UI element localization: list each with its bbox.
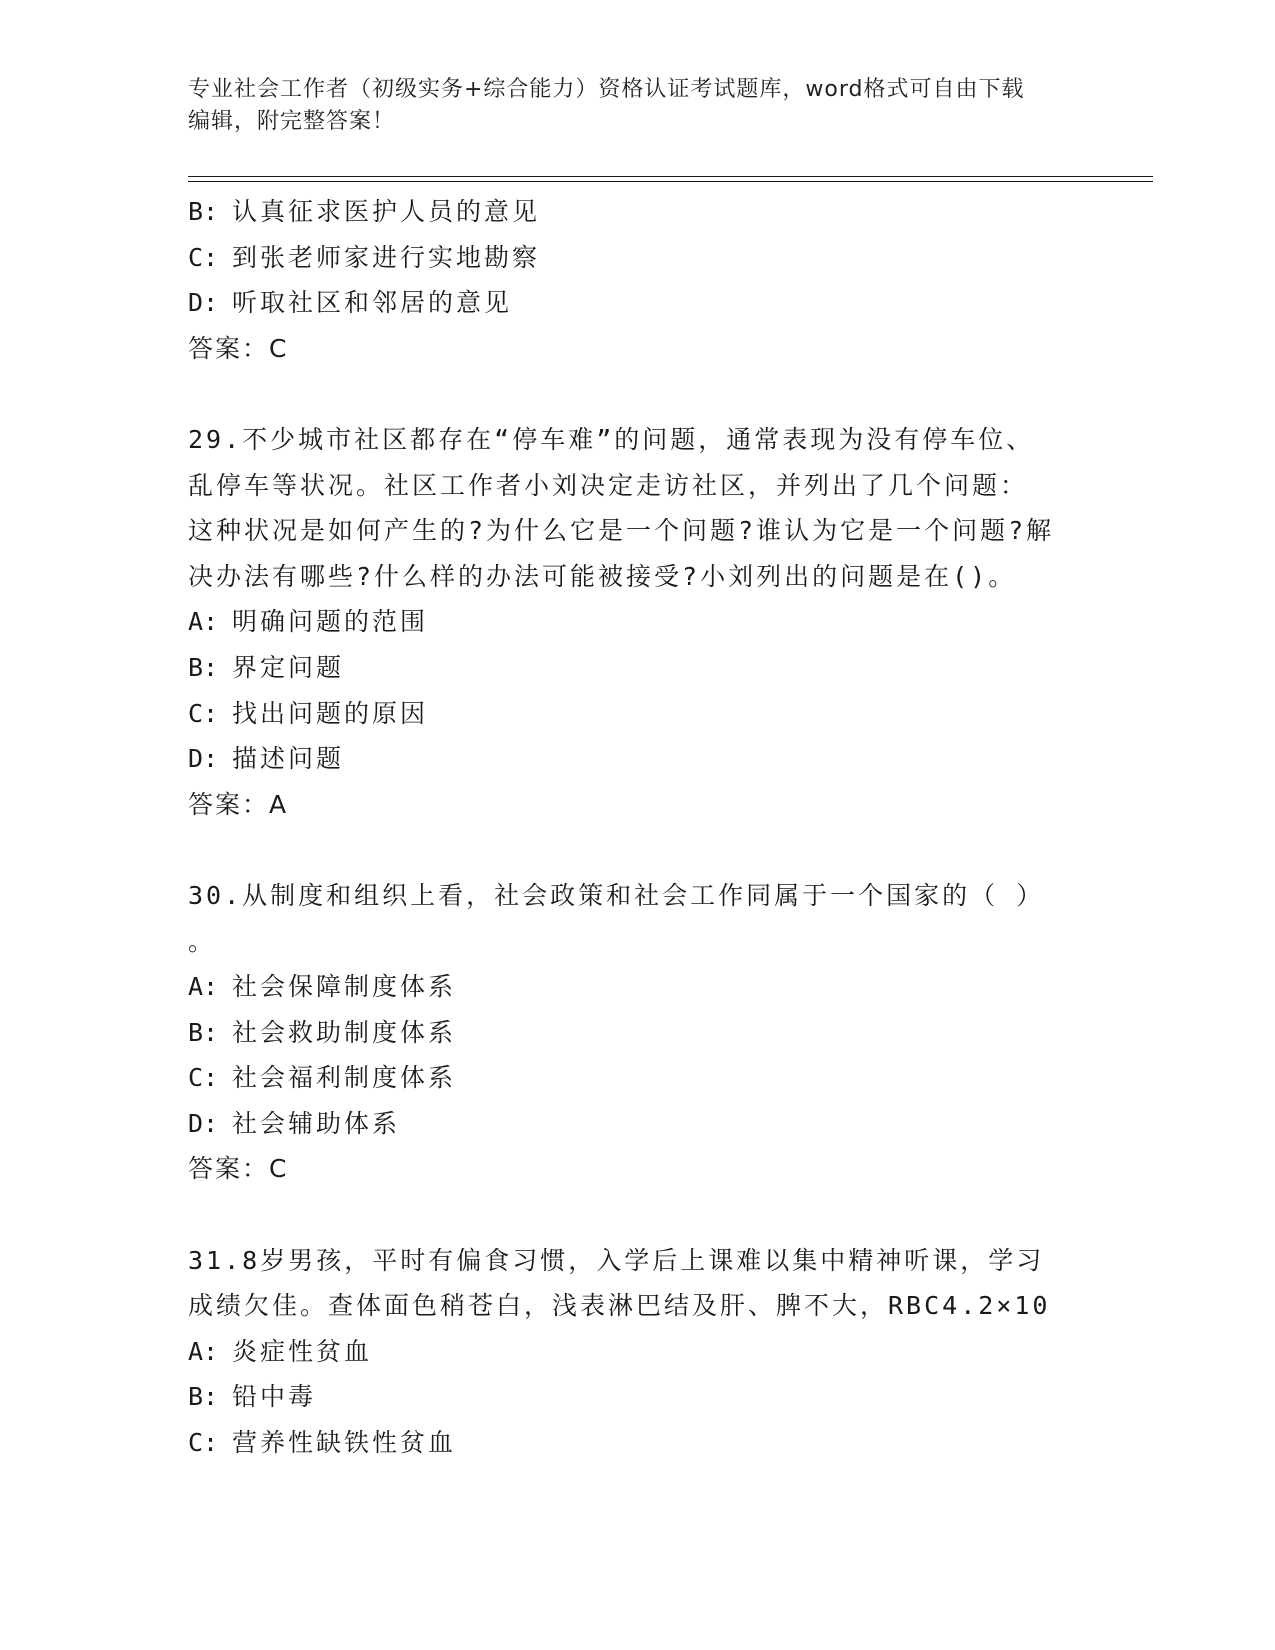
question-stem-line: 30.从制度和组织上看，社会政策和社会工作同属于一个国家的（ ） [188, 880, 1045, 910]
option-c [188, 691, 1088, 737]
document-body [188, 189, 1088, 1466]
option-text: 认真征求医护人员的意见 [232, 197, 541, 226]
option-text: 铅中毒 [232, 1382, 317, 1412]
question-stem-line: 乱停车等状况。社区工作者小刘决定走访社区，并列出了几个问题： [188, 470, 1029, 500]
option-letter: B: [188, 1382, 219, 1412]
option-letter: A: [188, 972, 219, 1002]
question-stem-line: 31.8岁男孩，平时有偏食习惯，入学后上课难以集中精神听课，学习 [188, 1245, 1045, 1275]
option-text: 明确问题的范围 [232, 607, 429, 637]
option-text: 找出问题的原因 [232, 698, 429, 728]
option-letter: B: [188, 197, 219, 226]
option-letter: A: [188, 1336, 219, 1366]
spacer [188, 371, 1088, 417]
option-c [188, 1420, 1088, 1466]
option-b [188, 645, 1088, 691]
option-letter: D: [188, 1108, 219, 1138]
header-line-1: 专业社会工作者（初级实务+综合能力）资格认证考试题库，word格式可自由下载 [188, 77, 1025, 102]
option-text: 界定问题 [232, 652, 345, 682]
option-b [188, 1010, 1088, 1056]
option-letter: B: [188, 1017, 219, 1047]
question-stem-line: 29.不少城市社区都存在“停车难”的问题，通常表现为没有停车位、 [188, 424, 1035, 454]
option-text: 描述问题 [232, 744, 345, 774]
spacer [188, 1192, 1088, 1238]
header-divider-top [188, 176, 1153, 177]
option-text: 社会救助制度体系 [232, 1017, 457, 1047]
option-text: 炎症性贫血 [232, 1336, 373, 1366]
question-29 [188, 417, 1088, 827]
question-stem-line: 这种状况是如何产生的?为什么它是一个问题?谁认为它是一个问题?解 [188, 516, 1055, 546]
option-letter: A: [188, 607, 219, 637]
option-c [188, 235, 1088, 281]
option-text: 社会福利制度体系 [232, 1063, 457, 1093]
question-28 [188, 189, 1088, 371]
option-letter: B: [188, 652, 219, 682]
question-stem-line: 。 [188, 926, 217, 956]
spacer [188, 827, 1088, 873]
question-stem-line: 决办法有哪些?什么样的办法可能被接受?小刘列出的问题是在()。 [188, 561, 1017, 591]
document-header [188, 74, 1088, 138]
answer-line: 答案：C [188, 333, 289, 363]
option-text: 社会保障制度体系 [232, 972, 457, 1002]
option-text: 听取社区和邻居的意见 [232, 288, 513, 318]
option-letter: D: [188, 744, 219, 774]
option-text: 到张老师家进行实地勘察 [232, 242, 541, 272]
header-divider-bottom [188, 181, 1153, 182]
option-text: 社会辅助体系 [232, 1108, 401, 1138]
header-line-2: 编辑，附完整答案！ [188, 109, 396, 134]
option-a [188, 964, 1088, 1010]
question-31 [188, 1238, 1088, 1466]
option-d [188, 1101, 1088, 1147]
option-b [188, 189, 1088, 235]
option-letter: C: [188, 242, 219, 272]
option-a [188, 1329, 1088, 1375]
option-d [188, 280, 1088, 326]
option-letter: D: [188, 288, 219, 318]
question-30 [188, 873, 1088, 1192]
option-a [188, 599, 1088, 645]
option-letter: C: [188, 1428, 219, 1458]
option-c [188, 1055, 1088, 1101]
answer-line: 答案：C [188, 1154, 289, 1184]
option-text: 营养性缺铁性贫血 [232, 1428, 457, 1458]
answer-line: 答案：A [188, 789, 289, 819]
question-stem-line: 成绩欠佳。查体面色稍苍白，浅表淋巴结及肝、脾不大，RBC4.2×10 [188, 1291, 1051, 1321]
option-b [188, 1374, 1088, 1420]
option-d [188, 736, 1088, 782]
option-letter: C: [188, 1063, 219, 1093]
option-letter: C: [188, 698, 219, 728]
